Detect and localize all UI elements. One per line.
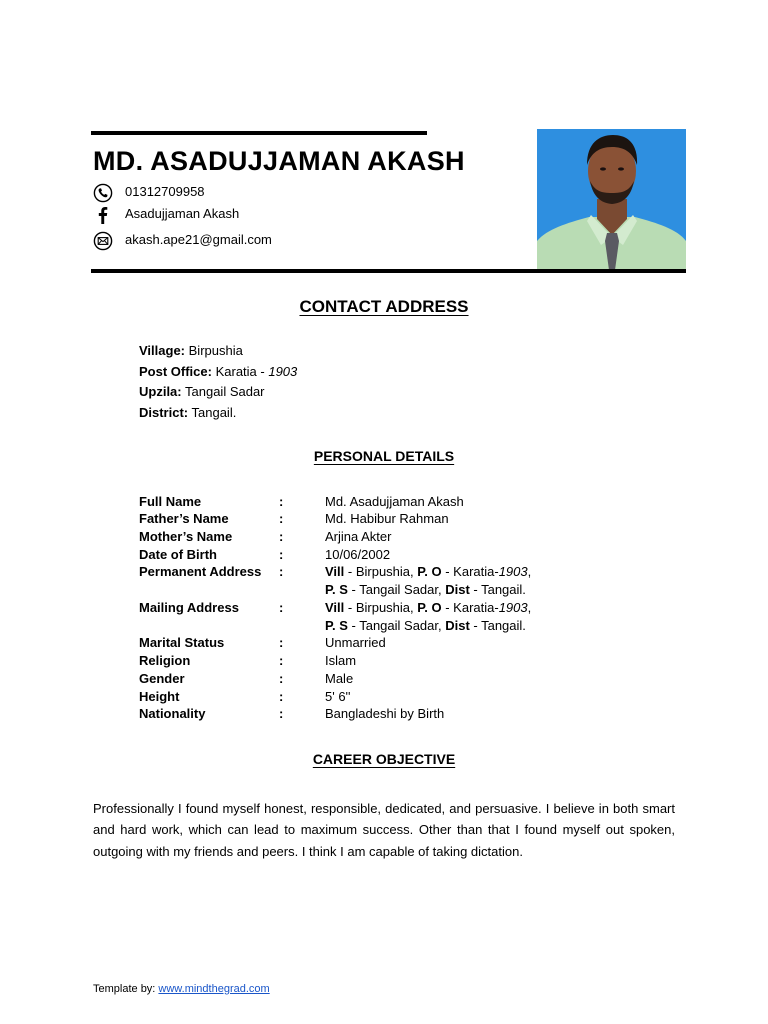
template-credit [93,983,270,995]
facebook-name: Asadujjaman Akash [125,206,240,221]
email-address: akash.ape21@gmail.com [125,232,272,247]
template-credit-link[interactable]: www.mindthegrad.com [158,983,270,995]
career-objective-text: Professionally I found myself honest, responsible, dedicated, and persuasive. I believe in both smart and hard work, which can lead to maximum success. Other than that I found myself out spoken, outgoing with my friends and peers. I think I am capable of taking dictation. [93,801,675,859]
phone-icon [93,183,113,203]
bottom-divider [91,269,686,273]
phone-number: 01312709958 [125,184,205,199]
upzila-line: Upzila: Tangail Sadar [139,384,265,399]
district-line: District: Tangail. [139,405,237,420]
post-office-line: Post Office: Karatia - 1903 [139,364,298,379]
candidate-name: MD. ASADUJJAMAN AKASH [93,146,465,176]
profile-photo [537,129,686,270]
phone-row [93,183,205,203]
personal-details-heading: PERSONAL DETAILS [313,448,455,464]
facebook-row [93,205,240,225]
facebook-icon [93,205,113,225]
contact-address-heading: CONTACT ADDRESS [299,297,469,316]
top-divider [91,131,427,135]
email-icon [93,231,113,251]
village-line: Village: Birpushia [139,343,243,358]
email-row [93,231,272,251]
career-objective-heading: CAREER OBJECTIVE [312,751,456,767]
template-credit-label: Template by: [93,983,159,995]
